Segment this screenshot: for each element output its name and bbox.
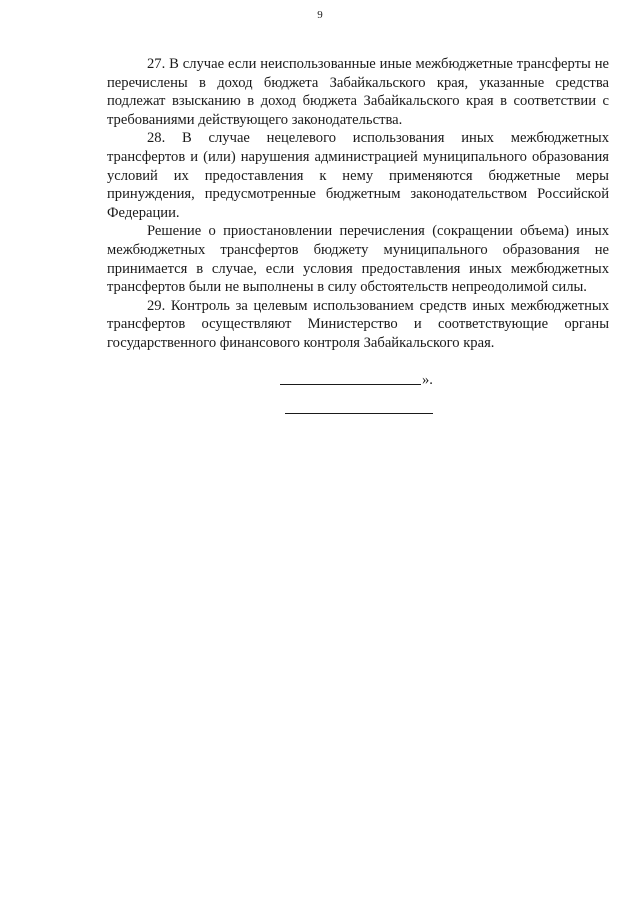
page-number: 9 [317,9,323,21]
closing-underline [280,384,421,385]
closing-line-mark [280,372,460,388]
paragraph-29: 29. Контроль за целевым использованием средств иных межбюджетных трансфертов осуществляют Министерство и соответствующие органы государственного финансового контроля Забайкальского края. [107,297,609,351]
document-body [107,55,609,353]
paragraph-27: 27. В случае если неиспользованные иные межбюджетные трансферты не перечислены в доход бюджета Забайкальского края, указанные средства подлежат взысканию в доход бюджета Забайкальского края в соответствии с требованиями действующего законодательства. [107,56,609,128]
closing-quote-mark: ». [422,372,433,388]
paragraph-suspension-decision: Решение о приостановлении перечисления (сокращении объема) иных межбюджетных трансфертов бюджету муниципального образования не принимается в случае, если условия предоставления иных межбюджетных трансфертов были не выполнены в силу обстоятельств непреодолимой силы. [107,223,609,296]
end-separator-line [285,413,433,414]
paragraph-28: 28. В случае нецелевого использования иных межбюджетных трансфертов и (или) нарушения администрацией муниципального образования условий их предоставления к нему применяются бюджетные меры принуждения, предусмотренные бюджетным законодательством Российской Федерации. [107,130,609,221]
